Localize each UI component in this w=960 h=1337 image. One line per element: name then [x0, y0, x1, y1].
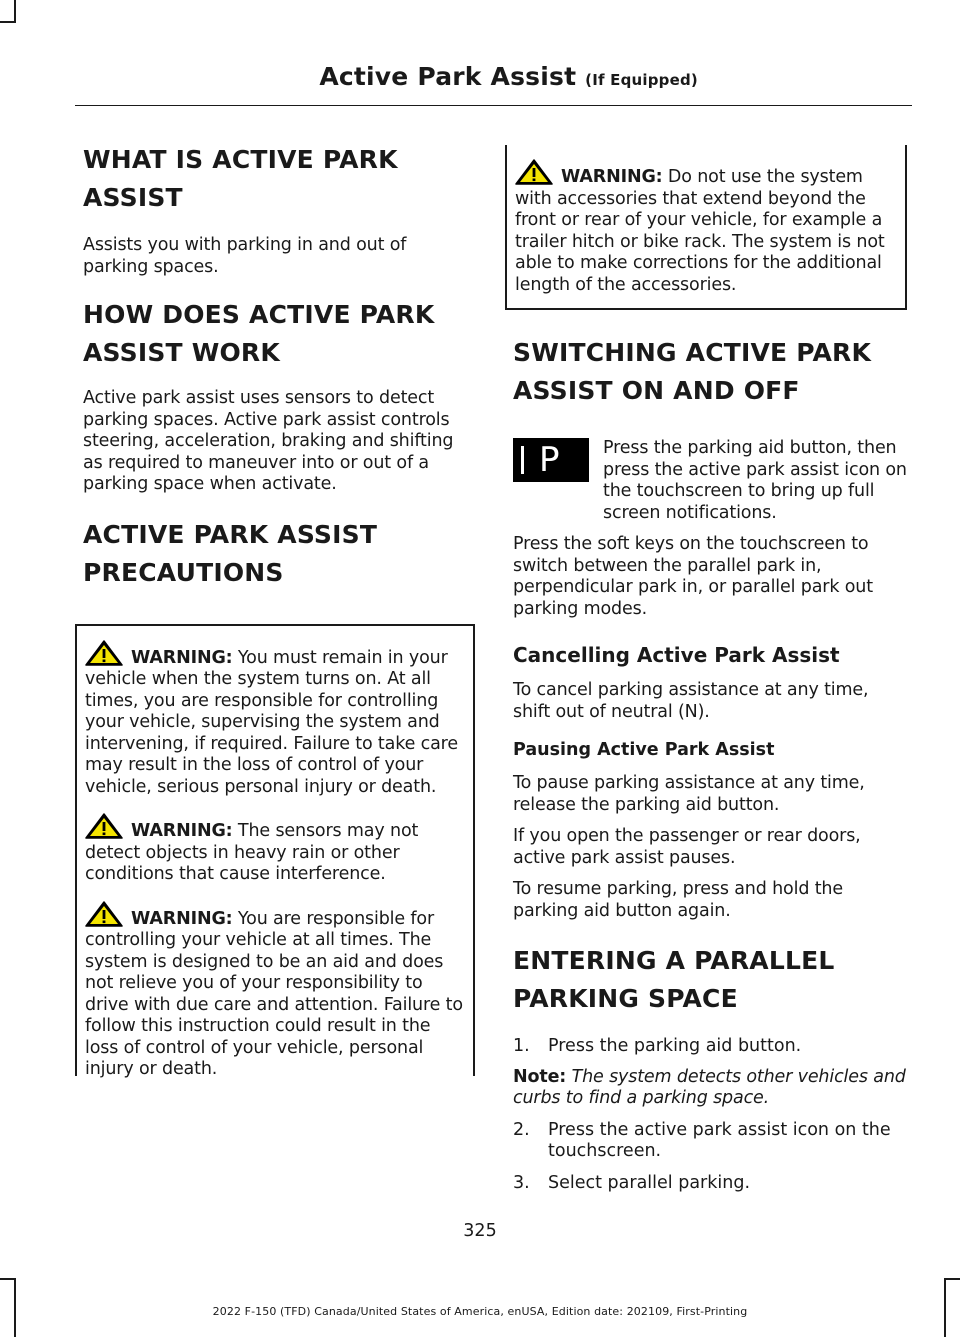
what-text: Assists you with parking in and out of parking spaces.: [83, 235, 407, 277]
step-text: Press the active park assist icon on the touchscreen.: [548, 1119, 891, 1161]
parallel-heading: ENTERING A PARALLEL PARKING SPACE: [513, 946, 835, 1013]
warning-label: WARNING:: [131, 647, 233, 668]
step-text: Select parallel parking.: [548, 1172, 751, 1193]
warning-text: You are responsible for controlling your vehicle at all times. The system is designed to be an aid and does not relieve you of your responsibility to drive with due care and attention. Failure to follow this instruction could result in the loss of control of your vehicle, personal injury or death.: [85, 908, 463, 1079]
warning-label: WARNING:: [131, 908, 233, 929]
cancel-text: To cancel parking assistance at any time, shift out of neutral (N).: [513, 680, 869, 722]
step-number: 2.: [513, 1119, 530, 1140]
note: [513, 1067, 907, 1110]
crop-mark: [14, 0, 16, 22]
left-column: [83, 145, 475, 1079]
warning-triangle-icon: [85, 901, 123, 927]
switching-heading: SWITCHING ACTIVE PARK ASSIST ON AND OFF: [513, 338, 872, 405]
note-label: Note:: [513, 1066, 567, 1087]
switching-text-2: Press the soft keys on the touchscreen to switch between the parallel park in, perpendicular park in, or parallel park out parking modes.: [513, 534, 873, 619]
warning-1: [85, 640, 463, 799]
pause-text-2: If you open the passenger or rear doors, active park assist pauses.: [513, 826, 861, 868]
how-heading: HOW DOES ACTIVE PARK ASSIST WORK: [83, 300, 435, 367]
step-text: Press the parking aid button.: [548, 1036, 802, 1056]
header-title-suffix: (If Equipped): [585, 71, 698, 89]
note-text: The system detects other vehicles and curbs to find a parking space.: [513, 1066, 906, 1108]
switching-text-1: Press the parking aid button, then press the active park assist icon on the touchscreen to bring up full screen notifications.: [603, 438, 907, 523]
precautions-warning-box: [75, 624, 475, 1079]
pause-heading: Pausing Active Park Assist: [513, 740, 775, 760]
warning-triangle-icon: [515, 159, 553, 185]
what-heading: WHAT IS ACTIVE PARK ASSIST: [83, 145, 398, 212]
warning-triangle-icon: [85, 640, 123, 666]
precautions-heading: ACTIVE PARK ASSIST PRECAUTIONS: [83, 519, 378, 587]
warning-label: WARNING:: [131, 821, 233, 841]
accessories-warning-box: [505, 145, 907, 310]
how-text: Active park assist uses sensors to detect parking spaces. Active park assist controls steering, acceleration, braking and shifting as required to maneuver into or out of a parking space when activate.: [83, 388, 454, 494]
right-column: [513, 145, 907, 1194]
crop-mark: [0, 1278, 16, 1280]
pause-text-3: To resume parking, press and hold the parking aid button again.: [513, 879, 843, 921]
warning-text: Do not use the system with accessories that extend beyond the front or rear of your vehicle, for example a trailer hitch or bike rack. The system is not able to make corrections for the additional length of the accessories.: [515, 167, 885, 295]
header-divider: [75, 105, 912, 106]
warning-label: WARNING:: [561, 167, 663, 187]
parking-aid-button-icon: P: [513, 438, 589, 482]
cancel-heading: Cancelling Active Park Assist: [513, 643, 840, 667]
page-header-title: [319, 62, 698, 91]
warning-3: [85, 901, 463, 1081]
warning-4: [515, 159, 895, 296]
list-item: [513, 1120, 907, 1163]
warning-2: [85, 813, 463, 886]
warning-text: The sensors may not detect objects in heavy rain or other conditions that cause interference.: [85, 821, 419, 884]
switching-section: [513, 438, 907, 524]
header-title-text: Active Park Assist: [319, 62, 577, 91]
warning-triangle-icon: [85, 813, 123, 839]
crop-mark: [944, 1278, 960, 1280]
pause-text-1: To pause parking assistance at any time, release the parking aid button.: [513, 773, 865, 815]
step-number: 3.: [513, 1172, 530, 1193]
step-number: 1.: [513, 1036, 530, 1056]
warning-text: You must remain in your vehicle when the system turns on. At all times, you are responsible for controlling your vehicle, supervising the system and intervening, if required. Failure to take care may result in the loss of control of your vehicle, serious personal injury or death.: [85, 647, 458, 797]
list-item: [513, 1173, 907, 1195]
crop-mark: [0, 21, 16, 23]
edition-info: 2022 F-150 (TFD) Canada/United States of America, enUSA, Edition date: 202109, First-Printing: [212, 1305, 748, 1318]
list-item: [513, 1036, 907, 1058]
page-number: 325: [463, 1221, 497, 1241]
